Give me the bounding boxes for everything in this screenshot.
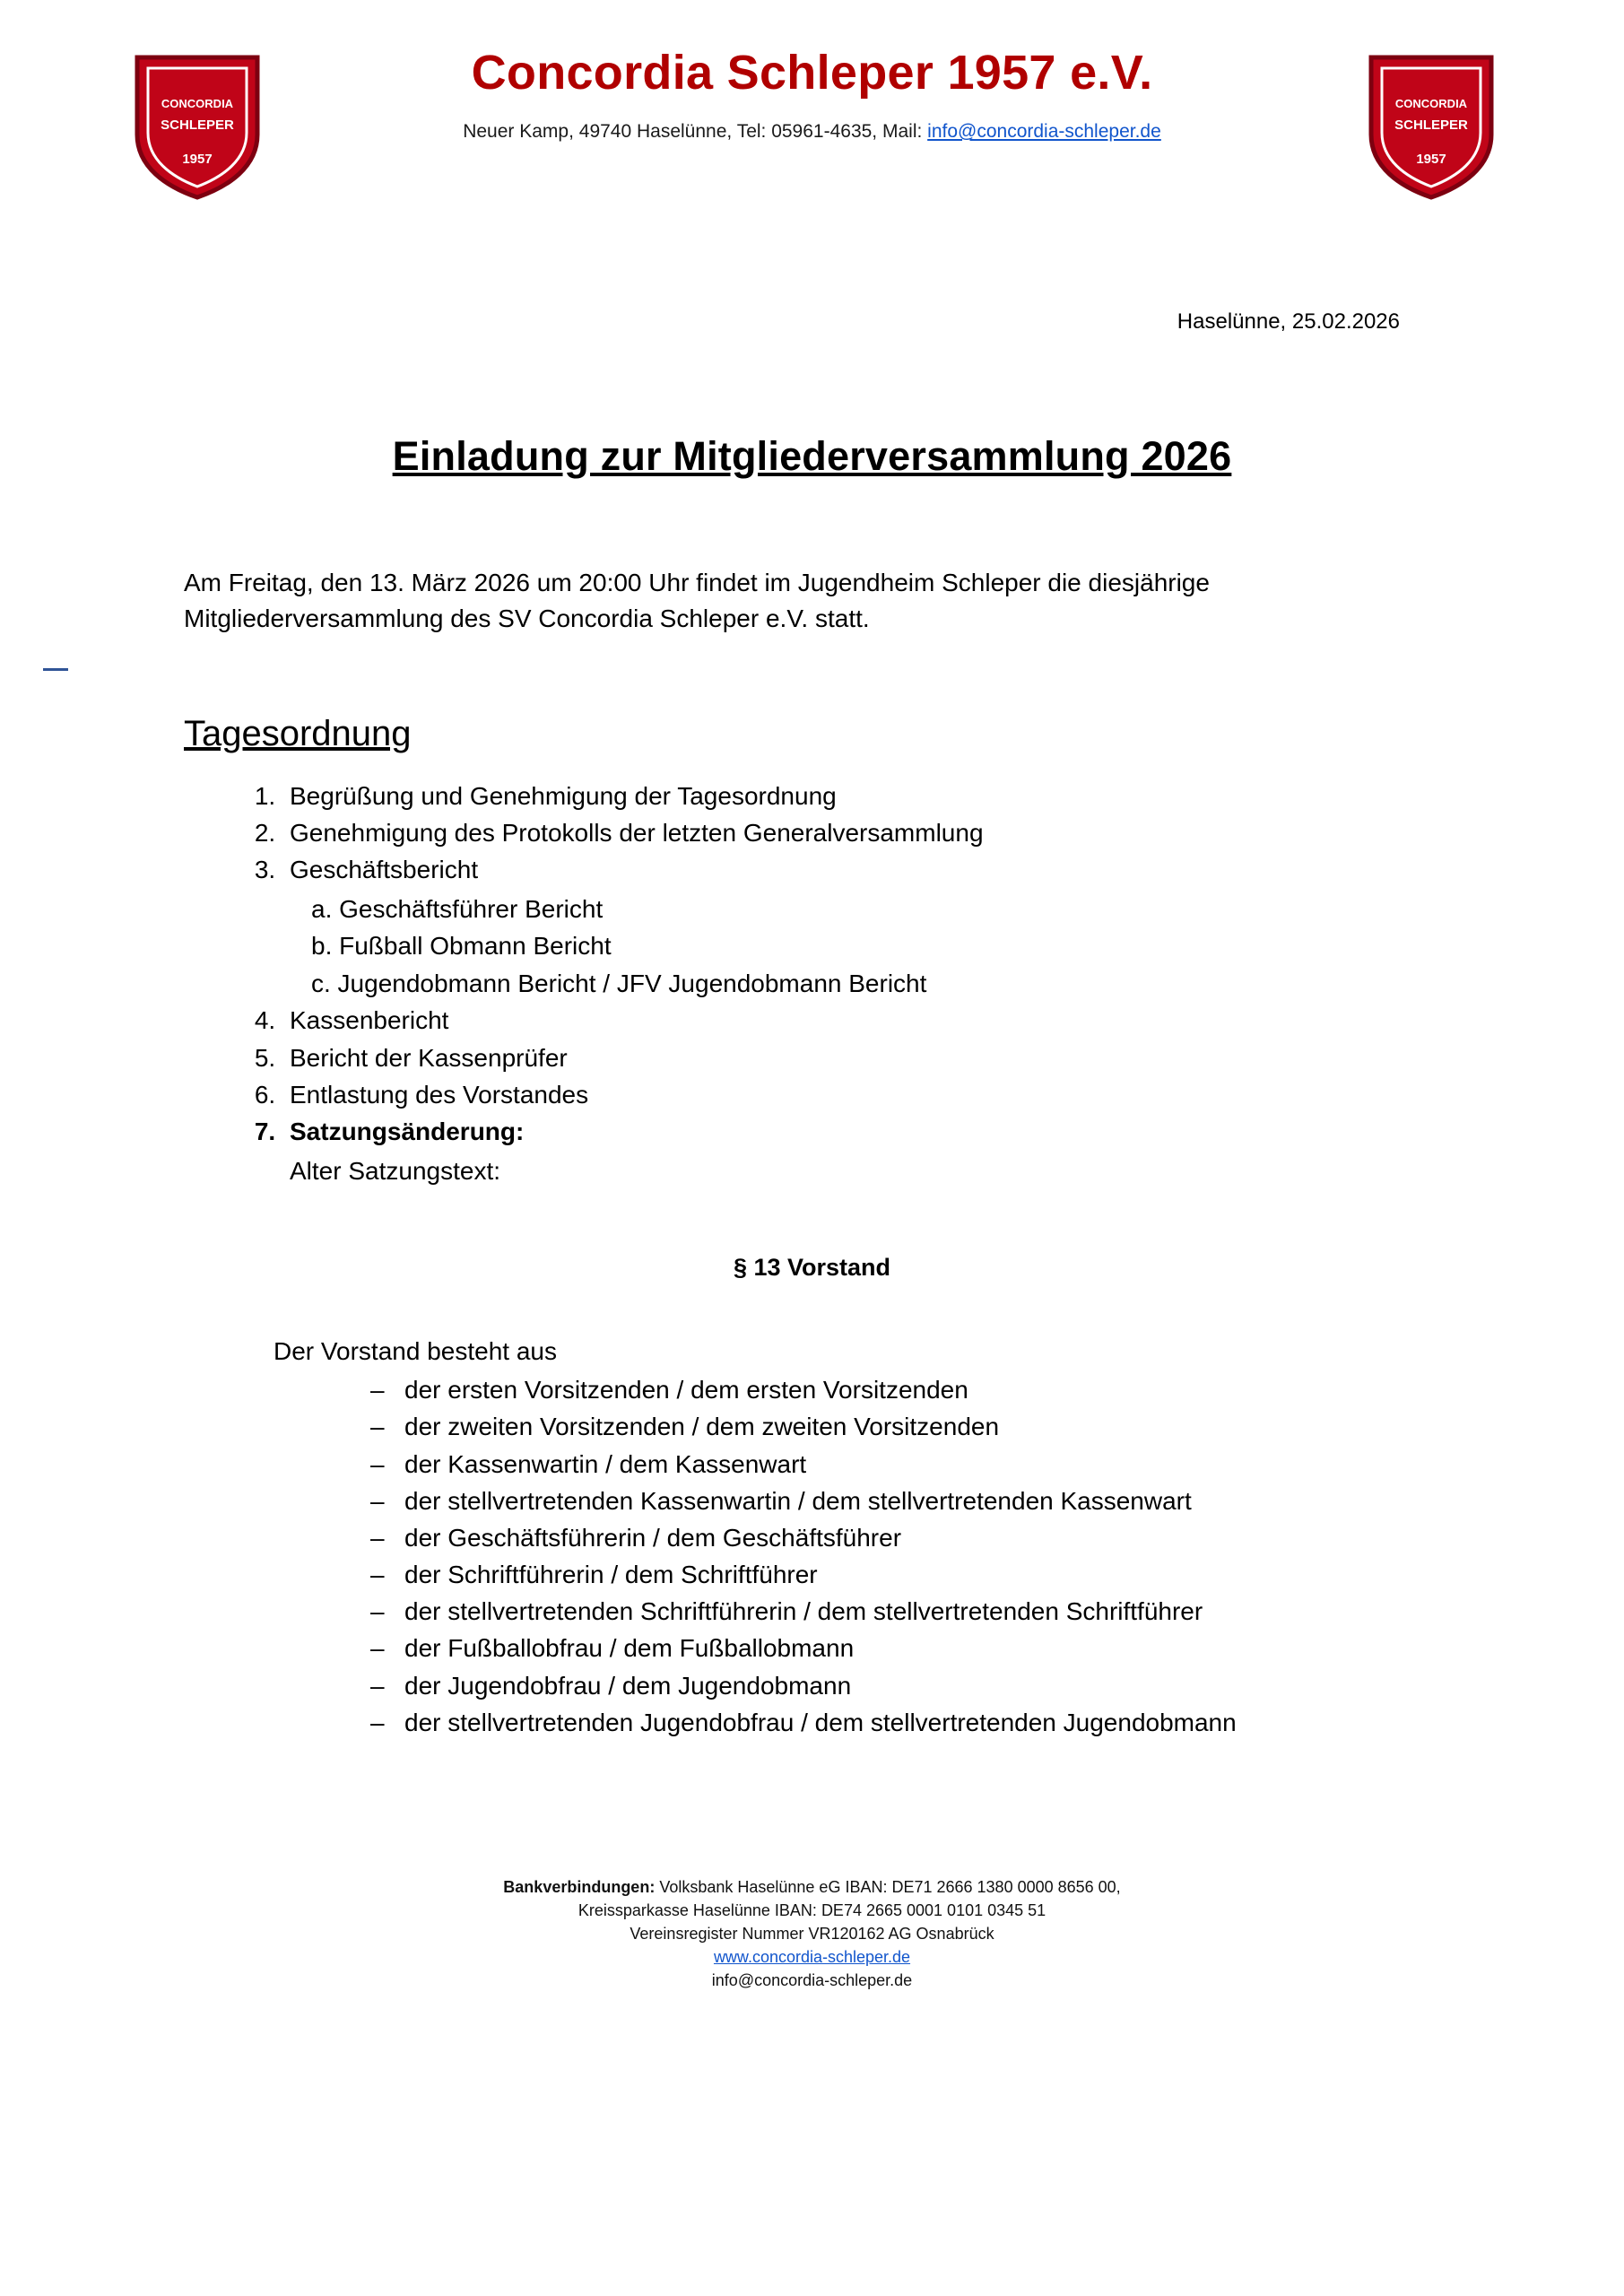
club-address [296, 119, 1328, 144]
page-title: Einladung zur Mitgliederversammlung 2026 [392, 433, 1232, 479]
svg-text:1957: 1957 [182, 152, 213, 167]
agenda-item-label: Satzungsänderung: [290, 1118, 525, 1146]
agenda-item-label: Entlastung des Vorstandes [290, 1081, 589, 1109]
statute-heading: § 13 Vorstand [733, 1254, 891, 1282]
agenda-item-label: Genehmigung des Protokolls der letzten Generalversammlung [290, 818, 984, 847]
agenda-item-note: Alter Satzungstext: [290, 1156, 501, 1185]
list-item: – der zweiten Vorsitzenden / dem zweiten Vorsitzenden [363, 1408, 1440, 1445]
list-item: – der stellvertretenden Jugendobfrau / dem stellvertretenden Jugendobmann [363, 1704, 1440, 1741]
place-date: Haselünne, 25.02.2026 [1177, 309, 1400, 334]
club-email-link[interactable]: info@concordia-schleper.de [927, 121, 1161, 143]
footer-bank-value: Volksbank Haselünne eG IBAN: DE71 2666 1380 0000 8656 00, [655, 1877, 1121, 1896]
document-footer [184, 1875, 1440, 2046]
list-item: – der stellvertretenden Kassenwartin / dem stellvertretenden Kassenwart [363, 1483, 1440, 1519]
document-body [0, 309, 1624, 2046]
svg-text:SCHLEPER: SCHLEPER [161, 117, 234, 133]
footer-bank-line-1 [184, 1875, 1440, 1899]
footer-website-link[interactable]: www.concordia-schleper.de [713, 1948, 911, 1967]
agenda-heading: Tagesordnung [184, 713, 412, 753]
statute-lead: Der Vorstand besteht aus [274, 1337, 557, 1366]
agenda-item-label: Begrüßung und Genehmigung der Tagesordnung [290, 781, 837, 810]
list-item: – der Fußballobfrau / dem Fußballobmann [363, 1630, 1440, 1666]
svg-text:1957: 1957 [1416, 152, 1446, 167]
agenda-item [282, 1076, 1440, 1113]
agenda-item [282, 814, 1440, 851]
club-crest-right-icon [1364, 52, 1498, 201]
agenda-item-label: Geschäftsbericht [290, 856, 479, 884]
agenda-subitems [290, 891, 1440, 1002]
agenda-item [282, 851, 1440, 1002]
footer-bank-line-2: Kreissparkasse Haselünne IBAN: DE74 2665 0001 0101 0345 51 [578, 1900, 1046, 1919]
footer-email: info@concordia-schleper.de [711, 1971, 913, 1990]
agenda-subitem: a. Geschäftsführer Bericht [311, 894, 604, 923]
footer-bank-label: Bankverbindungen: [503, 1877, 656, 1896]
svg-text:CONCORDIA: CONCORDIA [1394, 97, 1468, 110]
club-crest-left-icon [130, 52, 265, 201]
list-item: – der Schriftführerin / dem Schriftführer [363, 1556, 1440, 1593]
club-address-text: Neuer Kamp, 49740 Haselünne, Tel: 05961-4635, Mail: [463, 121, 928, 143]
footer-website-line [184, 1945, 1440, 1969]
club-name: Concordia Schleper 1957 e.V. [471, 46, 1153, 100]
footer-register-line: Vereinsregister Nummer VR120162 AG Osnabrück [630, 1925, 994, 1944]
statute-member-list [184, 1371, 1440, 1741]
agenda-item [282, 778, 1440, 814]
list-item: – der Geschäftsführerin / dem Geschäftsführer [363, 1519, 1440, 1556]
agenda-subitem: c. Jugendobmann Bericht / JFV Jugendobmann Bericht [311, 969, 927, 997]
agenda-item-label: Kassenbericht [290, 1006, 449, 1035]
agenda-item [282, 1039, 1440, 1076]
list-item: – der Jugendobfrau / dem Jugendobmann [363, 1667, 1440, 1704]
agenda-subitem: b. Fußball Obmann Bericht [311, 932, 612, 961]
list-item: – der ersten Vorsitzenden / dem ersten Vorsitzenden [363, 1371, 1440, 1408]
margin-revision-mark [43, 668, 68, 671]
agenda-item-label: Bericht der Kassenprüfer [290, 1043, 568, 1072]
list-item: – der Kassenwartin / dem Kassenwart [363, 1446, 1440, 1483]
agenda-item [282, 1002, 1440, 1039]
intro-paragraph: Am Freitag, den 13. März 2026 um 20:00 Uhr findet im Jugendheim Schleper die diesjährige Mitgliederversammlung des SV Concordia Schleper e.V. statt. [184, 569, 1210, 632]
svg-text:CONCORDIA: CONCORDIA [161, 97, 234, 110]
document-header [0, 0, 1624, 215]
list-item: – der stellvertretenden Schriftführerin / dem stellvertretenden Schriftführer [363, 1593, 1440, 1630]
agenda-item [282, 1113, 1440, 1189]
svg-text:SCHLEPER: SCHLEPER [1394, 117, 1468, 133]
agenda-list [184, 778, 1440, 1190]
